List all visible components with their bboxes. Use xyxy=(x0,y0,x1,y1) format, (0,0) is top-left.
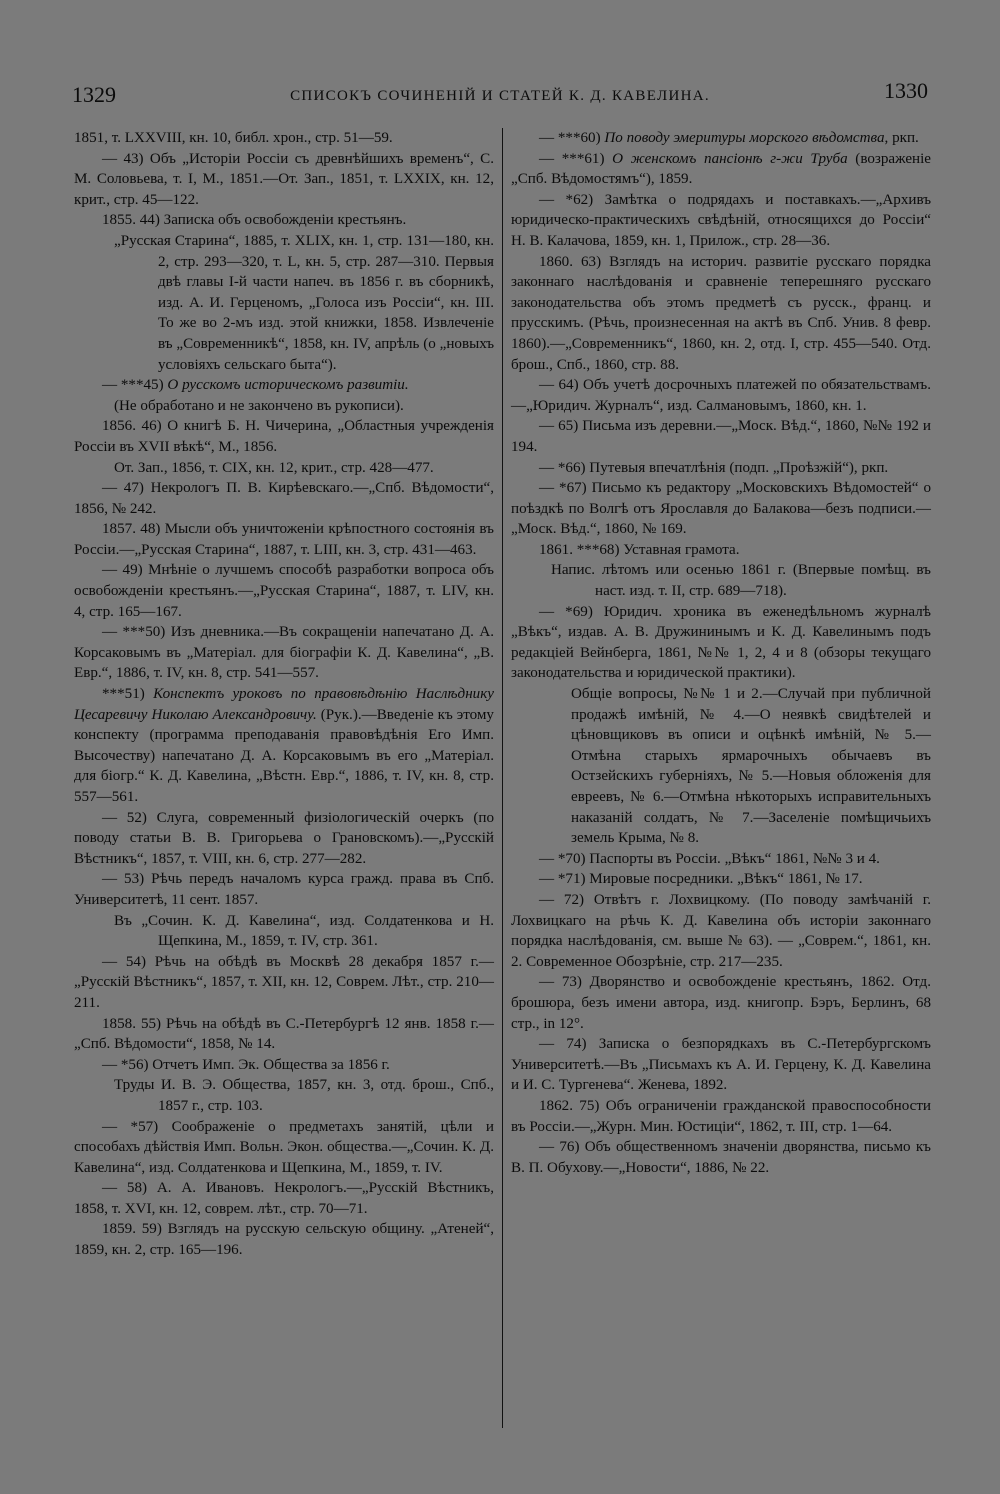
right-column xyxy=(511,128,931,1178)
bibliography-entry: — 64) Объ учетѣ досрочныхъ платежей по обязательствамъ.—„Юридич. Журналъ“, изд. Салмановымъ, 1860, кн. 1. xyxy=(511,377,931,414)
bibliography-entry: — 73) Дворянство и освобожденiе крестьянъ, 1862. Отд. брошюра, безъ имени автора, изд. книгопр. Бэръ, Берлинъ, 68 стр., in 12°. xyxy=(511,974,931,1032)
bibliography-entry: — 47) Некрологъ П. В. Кирѣевскаго.—„Спб. Вѣдомости“, 1856, № 242. xyxy=(74,480,494,517)
bibliography-entry: — 43) Объ „Исторiи Россiи съ древнѣйшихъ временъ“, С. М. Соловьева, т. I, М., 1851.—От. Зап., 1851, т. LXXIX, кн. 12, крит., стр. 45—122. xyxy=(74,150,494,208)
bibliography-entry: — *71) Мировые посредники. „Вѣкъ“ 1861, № 17. xyxy=(539,871,863,888)
bibliography-entry: 1858. 55) Рѣчь на обѣдѣ въ С.-Петербургѣ 12 янв. 1858 г.—„Спб. Вѣдомости“, 1858, № 14. xyxy=(74,1015,494,1053)
bibliography-entry: Общiе вопросы, №№ 1 и 2.—Случай при публичной продажѣ имѣнiй, № 4.—О неявкѣ свидѣтелей и цѣновщиковъ въ описи и оцѣнкѣ имѣнiй, № 5.—Отмѣна старыхъ ярмарочныхъ обычаевъ въ Остзейскихъ губернiяхъ, № 5.—Новыя обложенiя для евреевъ, № 6.—Отмѣна нѣкоторыхъ исправительныхъ наказанiй солдатъ, № 7.—Заселенiе помѣщичьихъ земель Крыма, № 8. xyxy=(571,686,931,847)
bibliography-entry: От. Зап., 1856, т. CIX, кн. 12, крит., стр. 428—477. xyxy=(114,459,434,476)
bibliography-entry: — 76) Объ общественномъ значенiи дворянства, письмо къ В. П. Обухову.—„Новости“, 1886, № 22. xyxy=(511,1139,931,1176)
bibliography-entry: 1862. 75) Объ ограниченiи гражданской правоспособности въ Россiи.—„Журн. Мин. Юстицiи“, 1862, т. III, стр. 1—64. xyxy=(511,1097,931,1135)
bibliography-entry: Напис. лѣтомъ или осенью 1861 г. (Впервые помѣщ. въ наст. изд. т. II, стр. 689—718). xyxy=(551,562,931,600)
bibliography-entry: 1859. 59) Взглядъ на русскую сельскую общину. „Атеней“, 1859, кн. 2, стр. 165—196. xyxy=(74,1221,494,1259)
bibliography-entry: — *66) Путевыя впечатлѣнiя (подп. „Проѣзжiй“), ркп. xyxy=(539,459,889,476)
bibliography-entry: „Русская Старина“, 1885, т. XLIX, кн. 1, стр. 131—180, кн. 2, стр. 293—320, т. L, кн. 5, стр. 287—310. Первыя двѣ главы I-й части напеч. въ 1856 г. въ сборникѣ, изд. А. И. Герценомъ, „Голоса изъ Россiи“, кн. III. То же во 2-мъ изд. этой книжки, 1858. Извлеченiе въ „Современникѣ“, 1858, кн. IV, апрѣль (о „новыхъ условiяхъ сельскаго быта“). xyxy=(114,232,494,373)
bibliography-entry: — 49) Мнѣнiе о лучшемъ способѣ разработки вопроса объ освобожденiи крестьянъ.—„Русская Старина“, 1887, т. LIV, кн. 4, стр. 165—167. xyxy=(74,562,494,620)
bibliography-entry: ***51) Конспектъ уроковъ по правовѣдѣнiю Наслѣднику Цесаревичу Николаю Александровичу. (Рук.).—Введенiе къ этому конспекту (программа преподаванiя правовѣдѣнiя Его Имп. Высочеству) напечатано Д. А. Корсаковымъ въ его „Матерiал. для бiогр.“ К. Д. Кавелина, „Вѣстн. Евр.“, 1886, т. IV, кн. 8, стр. 557—561. xyxy=(74,686,494,805)
bibliography-entry: — *70) Паспорты въ Россiи. „Вѣкъ“ 1861, №№ 3 и 4. xyxy=(539,850,880,867)
bibliography-entry: — ***60) По поводу эмеритуры морского вѣдомства, ркп. xyxy=(539,130,919,146)
bibliography-entry: Труды И. В. Э. Общества, 1857, кн. 3, отд. брош., Спб., 1857 г., стр. 103. xyxy=(114,1077,494,1114)
left-column xyxy=(74,128,494,1261)
column-divider xyxy=(502,128,503,1428)
bibliography-entry: — 58) А. А. Ивановъ. Некрологъ.—„Русскiй Вѣстникъ, 1858, т. XVI, кн. 12, соврем. лѣт., стр. 70—71. xyxy=(74,1180,494,1217)
bibliography-entry: — 72) Отвѣтъ г. Лохвицкому. (По поводу замѣчанiй г. Лохвицкаго на рѣчь К. Д. Кавелина объ исторiи законнаго порядка наслѣдованiя, см. выше № 63). — „Соврем.“, 1861, кн. 2. Современное Обозрѣнiе, стр. 217—235. xyxy=(511,891,931,970)
bibliography-entry: — ***50) Изъ дневника.—Въ сокращенiи напечатано Д. А. Корсаковымъ въ „Матерiал. для бiографiи К. Д. Кавелина“, „В. Евр.“, 1886, т. IV, кн. 8, стр. 541—557. xyxy=(74,624,494,682)
bibliography-entry: — *69) Юридич. хроника въ еженедѣльномъ журналѣ „Вѣкъ“, издав. А. В. Дружининымъ и К. Д. Кавелинымъ подъ редакцiей Вейнберга, 1861, №№ 1, 2, 4 и 8 (обзоры текущаго законодательства и юридической практики). xyxy=(511,603,931,682)
bibliography-entry: 1855. 44) Записка объ освобожденiи крестьянъ. xyxy=(102,212,407,229)
bibliography-entry: — 52) Слуга, современный физiологическiй очеркъ (по поводу статьи В. В. Григорьева о Грановскомъ).—„Русскiй Вѣстникъ“, 1857, т. VIII, кн. 6, стр. 277—282. xyxy=(74,809,494,867)
bibliography-entry: — 54) Рѣчь на обѣдѣ въ Москвѣ 28 декабря 1857 г.—„Русскiй Вѣстникъ“, 1857, т. XII, кн. 12, Соврем. Лѣт., стр. 210—211. xyxy=(74,953,494,1011)
bibliography-entry: — *56) Отчетъ Имп. Эк. Общества за 1856 г. xyxy=(102,1056,390,1073)
bibliography-entry: 1851, т. LXXVIII, кн. 10, библ. хрон., стр. 51—59. xyxy=(74,130,393,146)
bibliography-entry: 1857. 48) Мысли объ уничтоженiи крѣпостного состоянiя въ Россiи.—„Русская Старина“, 1887, т. LIII, кн. 3, стр. 431—463. xyxy=(74,521,494,558)
bibliography-entry: 1861. ***68) Уставная грамота. xyxy=(539,541,740,558)
bibliography-entry: — 53) Рѣчь передъ началомъ курса гражд. права въ Спб. Университетѣ, 11 сент. 1857. xyxy=(74,871,494,908)
page-number-left: 1329 xyxy=(72,82,116,107)
page-number-right: 1330 xyxy=(884,78,928,103)
bibliography-entry: — *67) Письмо къ редактору „Московскихъ Вѣдомостей“ о поѣздкѣ по Волгѣ отъ Ярославля до Балакова—безъ подписи.—„Моск. Вѣд.“, 1860, № 169. xyxy=(511,480,931,538)
bibliography-entry: 1856. 46) О книгѣ Б. Н. Чичерина, „Областныя учрежденiя Россiи въ XVII вѣкѣ“, М., 1856. xyxy=(74,418,494,455)
bibliography-entry: — ***45) О русскомъ историческомъ развитiи. xyxy=(102,377,409,394)
bibliography-entry: (Не обработано и не закончено въ рукописи). xyxy=(114,397,404,414)
running-head: СПИСОКЪ СОЧИНЕНIЙ И СТАТЕЙ К. Д. КАВЕЛИНА. xyxy=(290,88,710,104)
bibliography-entry: 1860. 63) Взглядъ на историч. развитiе русскаго порядка законнаго наслѣдованiя и сравненiе теперешняго русскаго законодательства объ этомъ предметѣ съ русск., франц. и прусскимъ. (Рѣчь, произнесенная на актѣ въ Спб. Унив. 8 февр. 1860).—„Современникъ“, 1860, кн. 2, отд. I, стр. 455—540. Отд. брош., Спб., 1860, стр. 88. xyxy=(511,253,931,373)
bibliography-entry: — ***61) О женскомъ пансiонѣ г-жи Труба (возраженiе „Спб. Вѣдомостямъ“), 1859. xyxy=(511,150,932,188)
bibliography-entry: — *57) Соображенiе о предметахъ занятiй, цѣли и способахъ дѣйствiя Имп. Вольн. Экон. общества.—„Сочин. К. Д. Кавелина“, изд. Солдатенкова и Щепкина, М., 1859, т. IV. xyxy=(74,1118,494,1176)
bibliography-entry: — 65) Письма изъ деревни.—„Моск. Вѣд.“, 1860, №№ 192 и 194. xyxy=(511,418,931,455)
bibliography-entry: — 74) Записка о безпорядкахъ въ С.-Петербургскомъ Университетѣ.—Въ „Письмахъ къ А. И. Герцену, К. Д. Кавелина и И. С. Тургенева“. Женева, 1892. xyxy=(511,1036,931,1094)
bibliography-entry: — *62) Замѣтка о подрядахъ и поставкахъ.—„Архивъ юридическо-практическихъ свѣдѣнiй, относящихся до Россiи“ Н. В. Калачова, 1859, кн. 1, Прилож., стр. 28—36. xyxy=(511,191,931,249)
bibliography-entry: Въ „Сочин. К. Д. Кавелина“, изд. Солдатенкова и Н. Щепкина, М., 1859, т. IV, стр. 361. xyxy=(114,912,494,950)
